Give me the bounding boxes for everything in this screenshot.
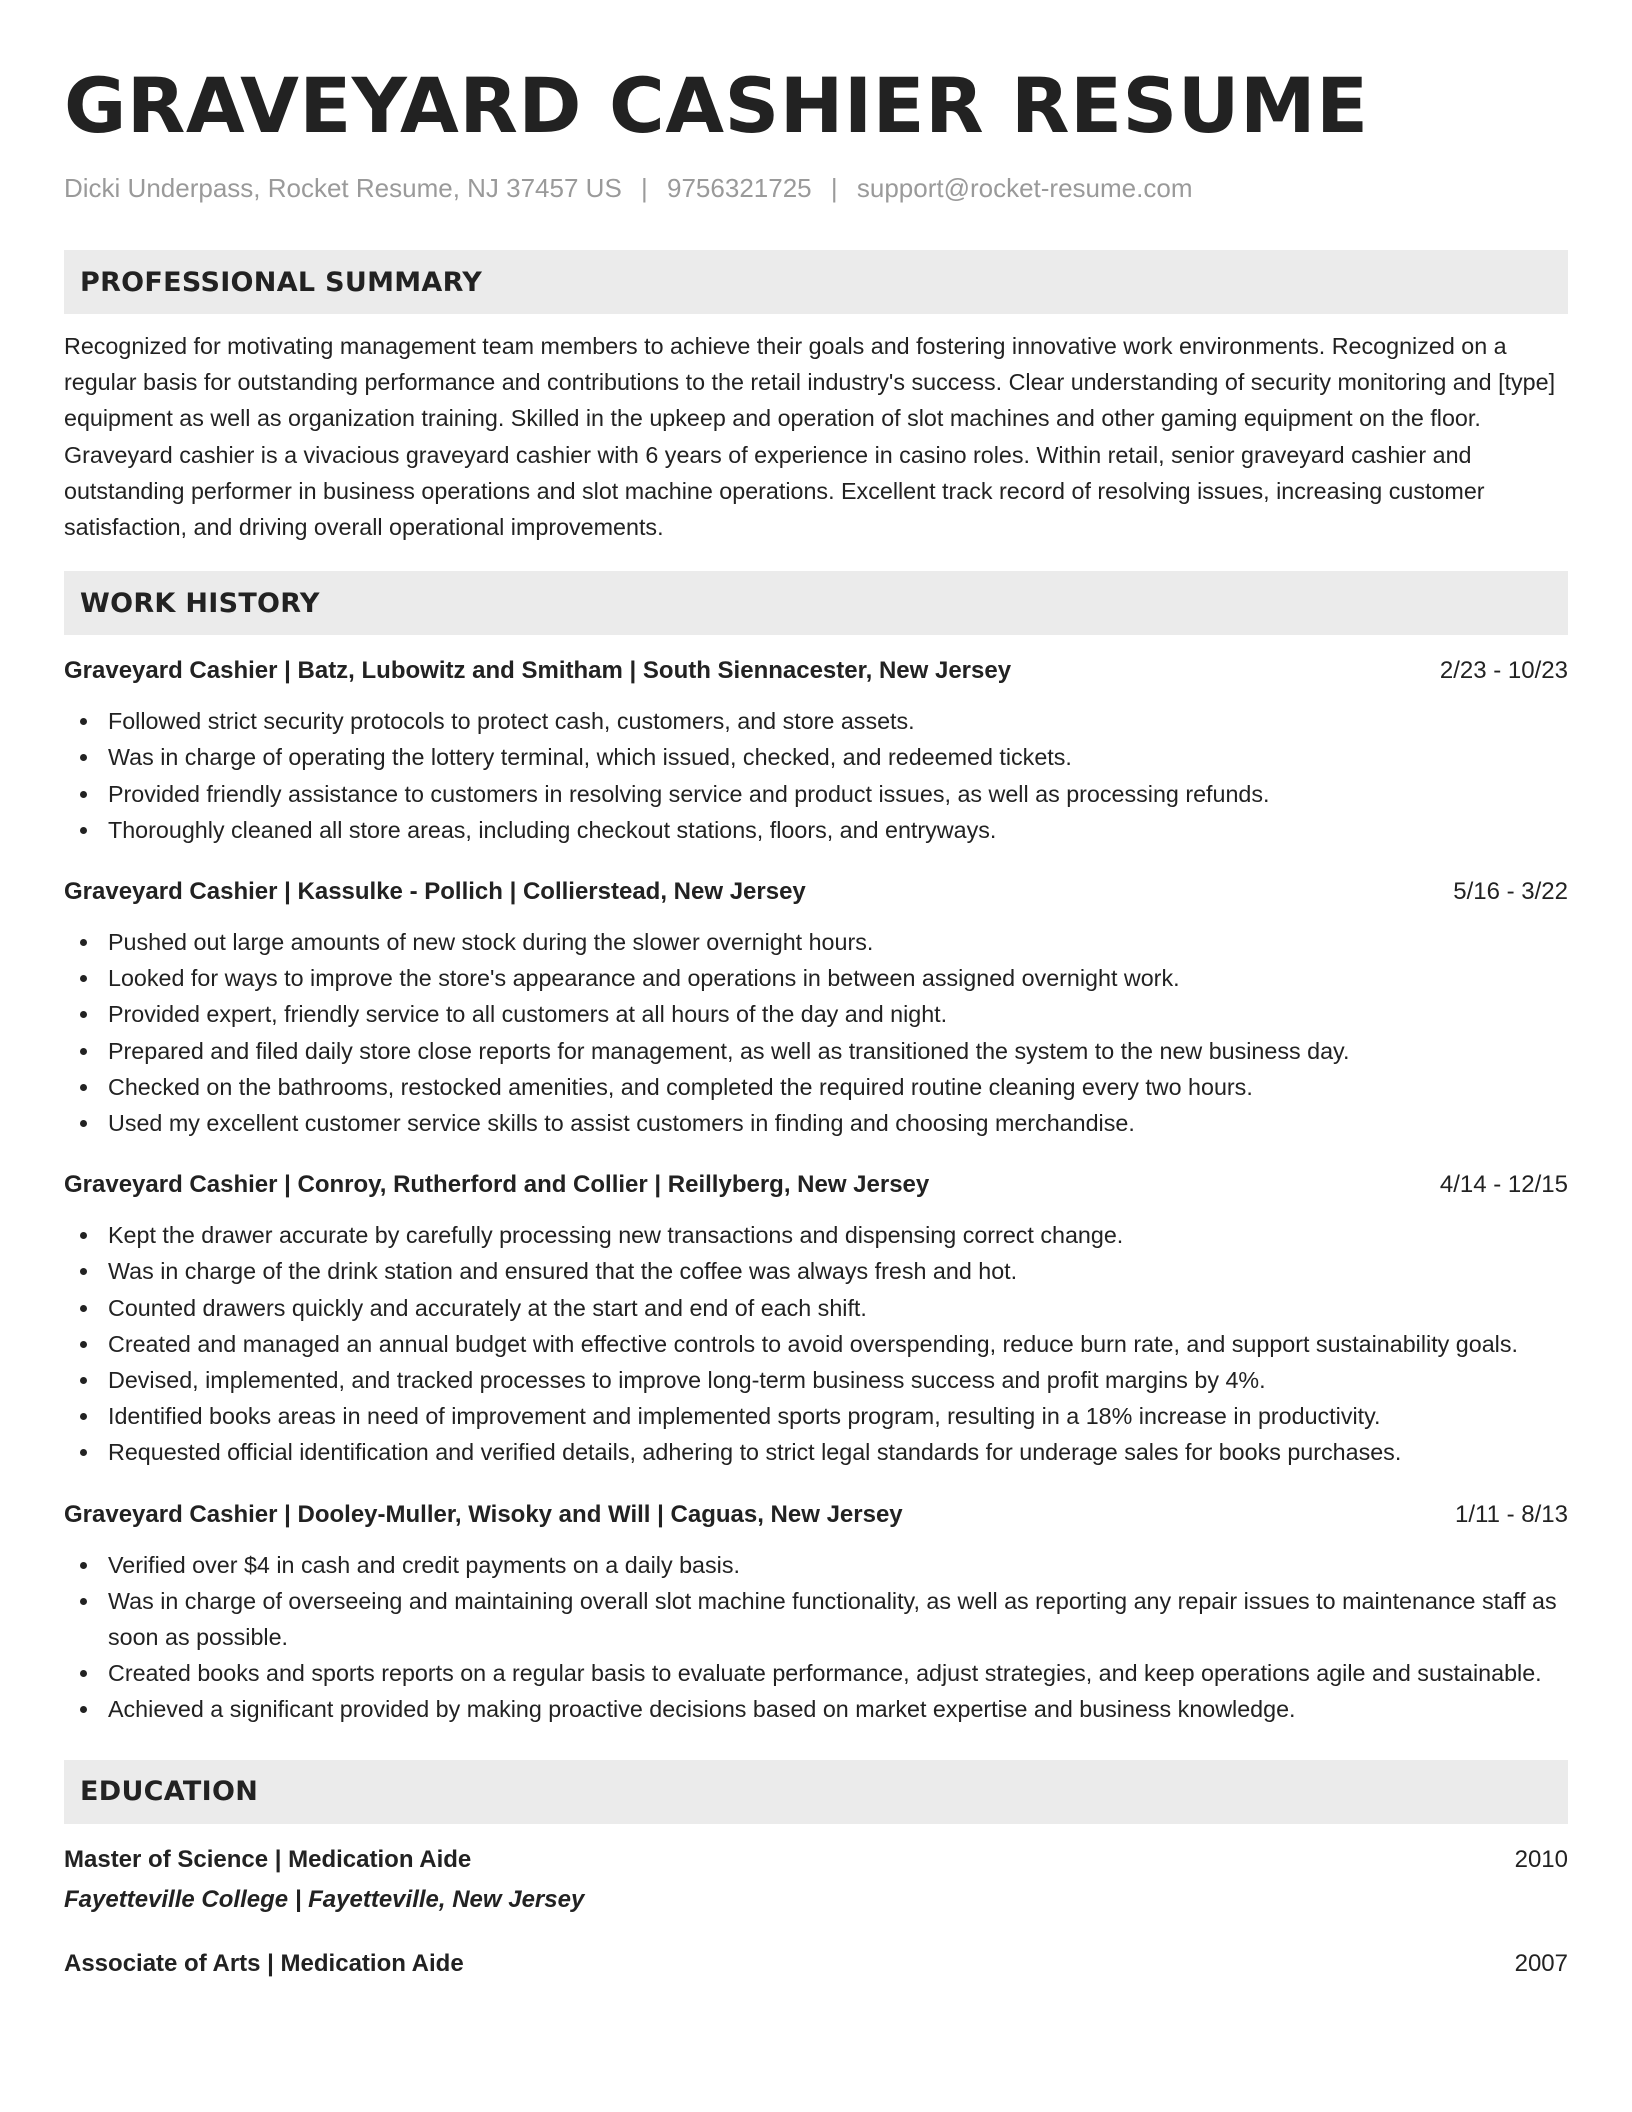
job-date: 1/11 - 8/13 bbox=[1455, 1500, 1568, 1528]
job-bullet: Achieved a significant provided by making proactive decisions based on market expertise and business knowledge. bbox=[64, 1691, 1568, 1727]
job-bullets bbox=[64, 1217, 1568, 1470]
contact-phone: 9756321725 bbox=[667, 173, 812, 203]
education-school: Fayetteville College | Fayetteville, New Jersey bbox=[64, 1885, 585, 1913]
work-history-section bbox=[64, 571, 1568, 1727]
job-bullet: Provided friendly assistance to customers in resolving service and product issues, as well as processing refunds. bbox=[64, 776, 1568, 812]
education-section bbox=[64, 1760, 1568, 1982]
job-bullet: Identified books areas in need of improvement and implemented sports program, resulting in a 18% increase in productivity. bbox=[64, 1398, 1568, 1434]
job-title: Graveyard Cashier | Kassulke - Pollich | Collierstead, New Jersey bbox=[64, 878, 806, 906]
job-header bbox=[64, 1497, 1568, 1533]
job-bullet: Requested official identification and verified details, adhering to strict legal standards for underage sales for books purchases. bbox=[64, 1434, 1568, 1470]
job-bullet: Thoroughly cleaned all store areas, including checkout stations, floors, and entryways. bbox=[64, 812, 1568, 848]
job-entry bbox=[64, 874, 1568, 1141]
resume-title: GRAVEYARD CASHIER RESUME bbox=[64, 61, 1369, 150]
contact-line bbox=[64, 170, 1568, 206]
section-heading-education: EDUCATION bbox=[64, 1760, 1568, 1824]
education-degree: Associate of Arts | Medication Aide bbox=[64, 1949, 464, 1977]
job-entry bbox=[64, 1167, 1568, 1470]
job-title: Graveyard Cashier | Dooley-Muller, Wisoky and Will | Caguas, New Jersey bbox=[64, 1500, 903, 1528]
job-title: Graveyard Cashier | Conroy, Rutherford and Collier | Reillyberg, New Jersey bbox=[64, 1171, 930, 1199]
education-year: 2007 bbox=[1514, 1949, 1568, 1977]
job-bullet: Checked on the bathrooms, restocked amenities, and completed the required routine cleaning every two hours. bbox=[64, 1069, 1568, 1105]
job-bullet: Created books and sports reports on a regular basis to evaluate performance, adjust strategies, and keep operations agile and sustainable. bbox=[64, 1655, 1568, 1691]
education-entry bbox=[64, 1946, 1568, 1982]
education-header bbox=[64, 1842, 1568, 1878]
job-bullets bbox=[64, 703, 1568, 848]
job-title: Graveyard Cashier | Batz, Lubowitz and Smitham | South Siennacester, New Jersey bbox=[64, 657, 1012, 685]
contact-address: Dicki Underpass, Rocket Resume, NJ 37457 US bbox=[64, 173, 622, 203]
job-bullets bbox=[64, 924, 1568, 1141]
contact-separator: | bbox=[641, 173, 648, 203]
job-header bbox=[64, 653, 1568, 689]
job-bullet: Pushed out large amounts of new stock during the slower overnight hours. bbox=[64, 924, 1568, 960]
job-header bbox=[64, 874, 1568, 910]
professional-summary-section bbox=[64, 250, 1568, 545]
job-bullet: Used my excellent customer service skills to assist customers in finding and choosing merchandise. bbox=[64, 1105, 1568, 1141]
job-bullets bbox=[64, 1547, 1568, 1728]
job-entry bbox=[64, 1497, 1568, 1728]
education-header bbox=[64, 1946, 1568, 1982]
education-year: 2010 bbox=[1514, 1845, 1568, 1873]
section-heading-work-history: WORK HISTORY bbox=[64, 571, 1568, 635]
job-bullet: Provided expert, friendly service to all customers at all hours of the day and night. bbox=[64, 996, 1568, 1032]
job-entry bbox=[64, 653, 1568, 848]
job-date: 4/14 - 12/15 bbox=[1439, 1171, 1568, 1199]
job-bullet: Looked for ways to improve the store's appearance and operations in between assigned overnight work. bbox=[64, 960, 1568, 996]
job-header bbox=[64, 1167, 1568, 1203]
job-bullet: Was in charge of the drink station and ensured that the coffee was always fresh and hot. bbox=[64, 1253, 1568, 1289]
summary-text: Recognized for motivating management team members to achieve their goals and fostering innovative work environments. Recognized on a regular basis for outstanding performance and contributions to the retail industry's success. Clear understanding of security monitoring and [type] equipment as well as organization training. Skilled in the upkeep and operation of slot machines and other gaming equipment on the floor. Graveyard cashier is a vivacious graveyard cashier with 6 years of experience in casino roles. Within retail, senior graveyard cashier and outstanding performer in business operations and slot machine operations. Excellent track record of resolving issues, increasing customer satisfaction, and driving overall operational improvements. bbox=[64, 333, 1556, 541]
job-bullet: Was in charge of overseeing and maintaining overall slot machine functionality, as well as reporting any repair issues to maintenance staff as soon as possible. bbox=[64, 1583, 1568, 1655]
contact-email: support@rocket-resume.com bbox=[856, 173, 1193, 203]
job-bullet: Counted drawers quickly and accurately at the start and end of each shift. bbox=[64, 1290, 1568, 1326]
job-bullet: Devised, implemented, and tracked processes to improve long-term business success and profit margins by 4%. bbox=[64, 1362, 1568, 1398]
job-bullet: Followed strict security protocols to protect cash, customers, and store assets. bbox=[64, 703, 1568, 739]
job-bullet: Kept the drawer accurate by carefully processing new transactions and dispensing correct change. bbox=[64, 1217, 1568, 1253]
job-date: 5/16 - 3/22 bbox=[1453, 878, 1568, 906]
resume-page bbox=[64, 56, 1568, 1982]
job-bullet: Prepared and filed daily store close reports for management, as well as transitioned the system to the new business day. bbox=[64, 1033, 1568, 1069]
education-degree: Master of Science | Medication Aide bbox=[64, 1845, 472, 1873]
contact-separator: | bbox=[830, 173, 838, 203]
section-heading-summary: PROFESSIONAL SUMMARY bbox=[64, 250, 1568, 314]
job-date: 2/23 - 10/23 bbox=[1439, 657, 1568, 685]
education-entry bbox=[64, 1842, 1568, 1918]
job-bullet: Verified over $4 in cash and credit payments on a daily basis. bbox=[64, 1547, 1568, 1583]
job-bullet: Was in charge of operating the lottery terminal, which issued, checked, and redeemed tickets. bbox=[64, 739, 1568, 775]
job-bullet: Created and managed an annual budget with effective controls to avoid overspending, reduce burn rate, and support sustainability goals. bbox=[64, 1326, 1568, 1362]
